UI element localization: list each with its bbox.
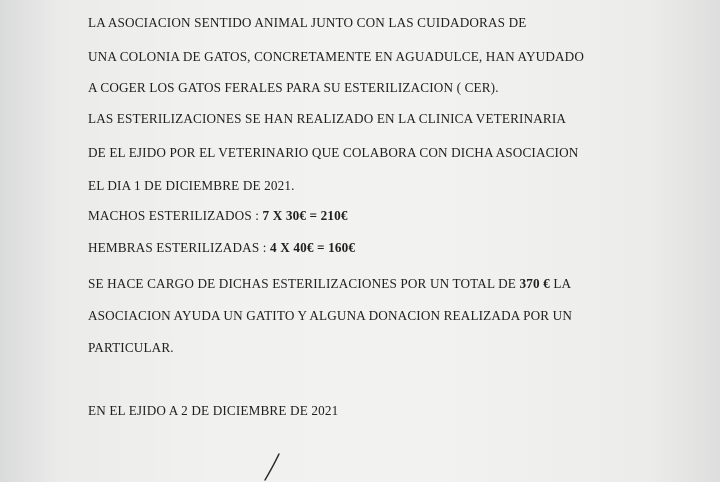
charge-prefix: SE HACE CARGO DE DICHAS ESTERILIZACIONES POR UN TOTAL DE <box>88 276 520 291</box>
charge-suffix: LA <box>549 276 572 291</box>
males-calc: 7 X 30€ = 210€ <box>262 208 348 223</box>
paragraph-line-3: A COGER LOS GATOS FERALES PARA SU ESTERILIZACION ( CER). <box>88 80 499 95</box>
paragraph-line-4: LAS ESTERILIZACIONES SE HAN REALIZADO EN LA CLINICA VETERINARIA <box>88 111 567 126</box>
charge-total: 370 € <box>519 276 550 291</box>
charge-line-3: PARTICULAR. <box>88 340 174 355</box>
paragraph-line-1: LA ASOCIACION SENTIDO ANIMAL JUNTO CON LAS CUIDADORAS DE <box>88 15 527 30</box>
paragraph-line-6: EL DIA 1 DE DICIEMBRE DE 2021. <box>88 178 295 193</box>
charge-line-1 <box>88 276 571 292</box>
males-label: MACHOS ESTERILIZADOS : <box>88 208 263 223</box>
signature-stroke <box>262 452 292 482</box>
males-line <box>88 208 348 224</box>
females-label: HEMBRAS ESTERILIZADAS : <box>88 240 271 255</box>
females-line <box>88 240 355 256</box>
paragraph-line-5: DE EL EJIDO POR EL VETERINARIO QUE COLABORA CON DICHA ASOCIACION <box>88 145 579 160</box>
females-calc: 4 X 40€ = 160€ <box>270 240 356 255</box>
place-date: EN EL EJIDO A 2 DE DICIEMBRE DE 2021 <box>88 403 339 418</box>
charge-line-2: ASOCIACION AYUDA UN GATITO Y ALGUNA DONACION REALIZADA POR UN <box>88 308 573 323</box>
paragraph-line-2: UNA COLONIA DE GATOS, CONCRETAMENTE EN AGUADULCE, HAN AYUDADO <box>88 49 585 64</box>
